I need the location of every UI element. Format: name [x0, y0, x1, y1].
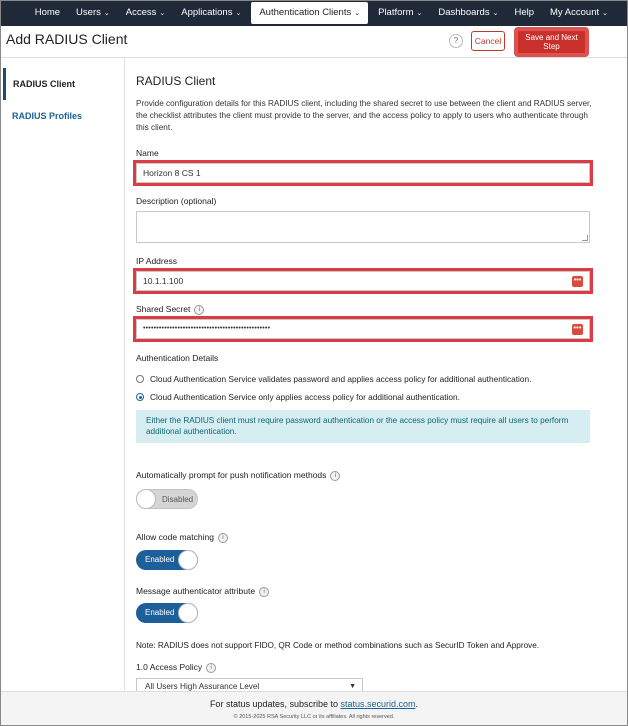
nav-item-authentication-clients[interactable] — [251, 2, 368, 24]
chevron-down-icon: ⌄ — [416, 10, 423, 17]
push-notification-label-text: Automatically prompt for push notification methods — [136, 470, 327, 480]
cancel-button[interactable]: Cancel — [471, 31, 505, 51]
nav-item-applications[interactable] — [173, 2, 249, 24]
toggle-state: Enabled — [145, 608, 175, 617]
ip-address-label: IP Address — [136, 256, 177, 266]
intro-text: Provide configuration details for this RADIUS client, including the shared secret to use between the client and RADIUS server, the checklist attributes the client must provide to the server, and the access policy to apply to users who authenticate through this client. — [136, 99, 592, 132]
access-policy-label-text: 1.0 Access Policy — [136, 662, 203, 672]
info-icon[interactable]: i — [330, 471, 340, 481]
description-label: Description (optional) — [136, 196, 217, 206]
nav-item-label: Help — [514, 7, 535, 18]
access-policy-label — [136, 662, 216, 673]
radio-button-checked[interactable] — [136, 393, 144, 401]
chevron-down-icon: ⌄ — [159, 10, 166, 17]
status-suffix: . — [415, 699, 419, 709]
radio-option-policy-only[interactable] — [136, 392, 460, 402]
code-matching-label — [136, 532, 228, 543]
ip-address-input[interactable] — [136, 271, 590, 291]
toggle-knob — [136, 489, 156, 509]
footer — [0, 691, 628, 726]
save-and-next-step-button[interactable]: Save and Next Step — [516, 29, 587, 55]
shared-secret-label — [136, 304, 204, 315]
nav-item-label: Access — [125, 7, 157, 18]
help-icon[interactable]: ? — [449, 34, 463, 48]
info-icon[interactable]: i — [194, 305, 204, 315]
nav-item-label: Authentication Clients — [259, 7, 352, 18]
nav-item-label: My Account — [550, 7, 600, 18]
toggle-state: Disabled — [162, 495, 194, 504]
chevron-down-icon: ▼ — [349, 683, 356, 690]
nav-item-users[interactable] — [68, 2, 118, 24]
top-navbar — [0, 0, 628, 26]
nav-item-label: Home — [34, 7, 61, 18]
info-icon[interactable]: i — [259, 587, 269, 597]
message-authenticator-label — [136, 586, 269, 597]
info-icon[interactable]: i — [218, 533, 228, 543]
push-notification-label — [136, 470, 340, 481]
chevron-down-icon: ⌄ — [235, 10, 242, 17]
nav-item-label: Dashboards — [438, 7, 490, 18]
nav-item-label: Applications — [181, 7, 233, 18]
info-banner: Either the RADIUS client must require password authentication or the access policy must require all users to perform additional authentication. — [136, 410, 590, 443]
chevron-down-icon: ⌄ — [602, 10, 608, 17]
radio-option-label: Cloud Authentication Service only applies access policy for additional authentication. — [150, 392, 460, 402]
status-line — [0, 699, 628, 709]
shared-secret-input[interactable] — [136, 319, 590, 339]
nav-item-help[interactable] — [506, 2, 542, 24]
shared-secret-label-text: Shared Secret — [136, 304, 191, 314]
description-textarea[interactable] — [136, 211, 590, 243]
push-notification-toggle[interactable] — [136, 489, 198, 509]
nav-item-label: Users — [76, 7, 101, 18]
radius-note: Note: RADIUS does not support FIDO, QR Code or method combinations such as SecurID Token and Approve. — [136, 641, 540, 650]
name-label: Name — [136, 148, 159, 158]
status-link[interactable]: status.securid.com — [340, 699, 416, 709]
nav-item-platform[interactable] — [370, 2, 430, 24]
password-reveal-icon[interactable]: ••• — [572, 276, 583, 287]
status-prefix: For status updates, subscribe to — [209, 699, 341, 709]
ip-address-value: 10.1.1.100 — [143, 276, 184, 286]
shared-secret-value: •••••••••••••••••••••••••••••••••••••••••••••••• — [143, 325, 271, 332]
toggle-state: Enabled — [145, 555, 175, 564]
chevron-down-icon: ⌄ — [492, 10, 499, 17]
radio-option-validates-password[interactable] — [136, 374, 531, 384]
code-matching-toggle[interactable] — [136, 550, 198, 570]
page-title: Add RADIUS Client — [6, 31, 128, 47]
info-icon[interactable]: i — [206, 663, 216, 673]
toggle-knob — [178, 550, 198, 570]
section-title: RADIUS Client — [136, 74, 216, 88]
sidebar — [3, 58, 125, 690]
access-policy-value: All Users High Assurance Level — [145, 682, 260, 691]
page-header — [0, 26, 628, 58]
sidebar-item-radius-profiles[interactable]: RADIUS Profiles — [12, 111, 83, 121]
nav-item-home[interactable] — [27, 2, 68, 24]
chevron-down-icon: ⌄ — [354, 10, 361, 17]
code-matching-label-text: Allow code matching — [136, 532, 214, 542]
radio-button[interactable] — [136, 375, 144, 383]
message-authenticator-label-text: Message authenticator attribute — [136, 586, 256, 596]
authentication-details-label: Authentication Details — [136, 353, 219, 363]
name-input[interactable]: Horizon 8 CS 1 — [136, 163, 590, 183]
nav-item-my-account[interactable] — [542, 2, 616, 24]
password-reveal-icon[interactable]: ••• — [572, 324, 583, 335]
radio-option-label: Cloud Authentication Service validates password and applies access policy for additional authentication. — [150, 374, 532, 384]
sidebar-item-radius-client[interactable]: RADIUS Client — [3, 68, 124, 100]
toggle-knob — [178, 603, 198, 623]
message-authenticator-toggle[interactable] — [136, 603, 198, 623]
copyright: © 2015-2025 RSA Security LLC or its affiliates. All rights reserved. — [233, 714, 395, 720]
nav-item-access[interactable] — [118, 2, 174, 24]
nav-item-dashboards[interactable] — [430, 2, 506, 24]
chevron-down-icon: ⌄ — [103, 10, 110, 17]
resize-grip-icon[interactable] — [582, 235, 588, 241]
nav-item-label: Platform — [378, 7, 414, 18]
